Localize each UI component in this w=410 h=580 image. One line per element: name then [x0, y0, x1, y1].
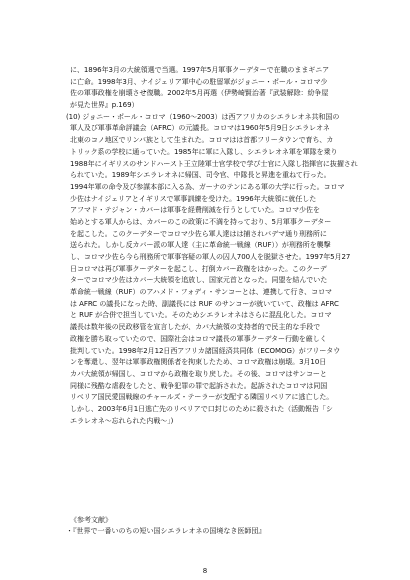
- references-section: [66, 515, 359, 537]
- text-line: 政権を勝ち取っていたので、国際社会はコロマ議長の軍事クーデター行動を厳しく: [70, 334, 327, 343]
- text-line: に、1896年3月の大統領選で当選。1997年5月軍事クーデターで在職のままギニア: [70, 66, 330, 74]
- text-line: 軍人及び軍事革命評議会（AFRC）の元議長。コロマは1960年5月9日シエラレオネ: [70, 124, 330, 133]
- text-line: 北東のコノ地区でリンバ族として生まれた。コロマはは首都フリータウンで育ち、カ: [70, 136, 334, 145]
- text-line: しかし、2003年6月1日逃亡先のリベリアで口封じのために殺された（活動報告「シ: [70, 404, 333, 413]
- text-line: エラレオネ〜忘れられた内戦〜」): [70, 416, 174, 425]
- text-line: リベリア国民愛国戦線のチャールズ・テーラーが支配する隣国リベリアに逃亡した。: [70, 393, 334, 402]
- endnote-10-heading-line: (10) ジョニー・ポール・コロマ（1960〜2003）は西アフリカのシエラレオネ共和国の: [66, 112, 340, 121]
- text-line: カバ大統領が帰国し、コロマから政権を取り戻した。その後、コロマはサンコーと: [70, 369, 327, 378]
- text-line: 佐の軍事政権を崩壊させ復職。2002年5月再選（伊勢崎賢治著『武装解除：紛争屋: [70, 89, 329, 98]
- endnote-body: [66, 65, 359, 427]
- text-line: 批判していた。1998年2月12日西アフリカ諸国経済共同体（ECOMOG）がフリータウ: [70, 346, 341, 355]
- text-line: 送られた。しかし反カバー派の軍人達（主に革命統一戦線（RUF））が刑務所を襲撃: [70, 241, 331, 250]
- references-heading: 《参考文献》: [70, 516, 112, 524]
- text-line: 1994年軍の命令及び参謀本部に入る為、ガーナのテンにある軍の大学に行った。コロマ: [70, 182, 345, 191]
- text-line: し、コロマ少佐ら今ら刑務所で軍事容疑の軍人の囚人700人を脱獄させた。1997年5月27: [70, 253, 351, 261]
- text-line: は AFRC の議長になった時、副議長には RUF のサンコーが就いていて、政権は AFRC: [70, 299, 339, 308]
- text-line: ンを奪還し、翌年は軍事政権関係者を拘束したため、コロマ政権は崩壊。3月10日: [70, 358, 327, 367]
- text-line: ターでコロマ少佐はカバー大統領を追放し、国家元首となった。同盟を結んでいた: [70, 276, 328, 285]
- page-number: 8: [202, 567, 208, 575]
- text-line: を起こした。このクーデターでコロマ少佐ら軍人達はは捕されバデマ通り刑務所に: [70, 229, 327, 238]
- text-line: トリック系の学校に通っていた。1985年に軍に入隊し、シエラレオネ軍を軍隊を乗り: [70, 147, 338, 156]
- text-line: 少佐はナイジェリアとイギリスで軍事訓練を受けた。1996年大統領に就任した: [70, 194, 317, 203]
- text-line: られていた。1989年シエラレオネに帰国、司令官、中隊長と昇進を重ねて行った。: [70, 171, 331, 180]
- reference-item: ・『世界で一番いのちの短い国シエラレオネの国境なき医師団』: [66, 527, 266, 535]
- text-line: 始めとする軍人からは、カバーのこの政策に不満を持っており、5月軍事クーデター: [70, 217, 332, 226]
- text-line: 議長は数年後の民政移管を宣言したが、カバ大統領の支持者的で民主的な手段で: [70, 323, 321, 332]
- text-line: 革命統一戦線（RUF）のアハメド・フォディ・サンコーとは、連携して行き、コロマ: [70, 288, 332, 297]
- text-line: 同様に残酷な虐殺をしたと、戦争犯罪の罪で起訴された。起訴されたコロマは同国: [70, 381, 328, 390]
- text-line: 日コロマは再び軍事クーデターを起こし、打倒カバー政権をはかった。このクーデ: [70, 264, 327, 273]
- text-line: アフマド・テジャン・カバーは軍事を経費削減を行うとしていた。コロマ少佐を: [70, 206, 320, 215]
- text-line: に亡命。1998年3月、ナイジェリア軍中心の駐留軍がジョニー・ポール・コロマ少: [70, 77, 328, 86]
- text-line: 1988年にイギリスのサンドハースト王立陸軍士官学校で学び士官に入隊し指揮官に抜擢され: [70, 159, 358, 168]
- text-line: が見た世界』p.169）: [70, 101, 139, 110]
- text-line: と RUF が合併で担当していた。そのためシエラレオネはさらに混乱化した。コロマ: [70, 311, 332, 320]
